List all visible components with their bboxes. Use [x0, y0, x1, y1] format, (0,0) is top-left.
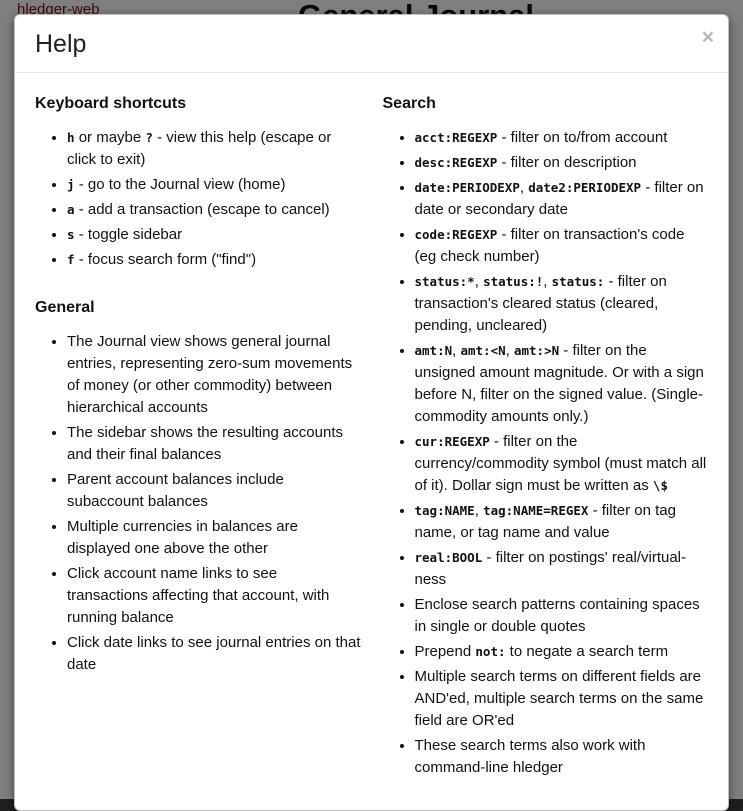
code-token: status:: [551, 274, 605, 289]
modal-title: Help: [35, 30, 87, 58]
list-item: • amt:N, amt:<N, amt:>N - filter on the unsigned amount magnitude. Or with a sign before N, filter on the signed value. (Single-commodity amounts only.): [415, 340, 709, 428]
list-item: • code:REGEXP - filter on transaction's code (eg check number): [415, 224, 709, 268]
section-heading-general: General: [35, 299, 95, 316]
section-heading-search: Search: [382, 95, 436, 112]
list-item: • real:BOOL - filter on postings' real/virtual-ness: [415, 547, 709, 591]
list-item: • Parent account balances include subaccount balances: [67, 469, 361, 513]
list-item: • f - focus search form ("find"): [67, 249, 361, 271]
list-item: • j - go to the Journal view (home): [67, 174, 361, 196]
code-token: j: [67, 177, 75, 192]
list-item: • status:*, status:!, status: - filter on transaction's cleared status (cleared, pending, uncleared): [415, 271, 709, 337]
code-token: f: [67, 252, 75, 267]
list-item: • s - toggle sidebar: [67, 224, 361, 246]
code-token: ?: [145, 130, 153, 145]
list-item: • Click account name links to see transactions affecting that account, with running balance: [67, 563, 361, 629]
code-token: date:PERIODEXP: [414, 180, 520, 195]
modal-header: [15, 15, 728, 73]
list-item: • The sidebar shows the resulting accounts and their final balances: [67, 422, 361, 466]
general-section: [35, 299, 361, 676]
list-item: • Multiple currencies in balances are displayed one above the other: [67, 516, 361, 560]
list-item: • Click date links to see journal entries on that date: [67, 632, 361, 676]
search-list: [383, 127, 709, 779]
list-item: • These search terms also work with command-line hledger: [415, 735, 709, 779]
close-icon[interactable]: ×: [701, 26, 714, 49]
section-heading-keyboard-shortcuts: Keyboard shortcuts: [35, 95, 187, 112]
list-item: • tag:NAME, tag:NAME=REGEX - filter on tag name, or tag name and value: [415, 500, 709, 544]
search-section: [383, 95, 709, 779]
code-token: s: [67, 227, 75, 242]
left-column: [35, 93, 361, 782]
list-item: • Enclose search patterns containing spaces in single or double quotes: [415, 594, 709, 638]
help-modal: [14, 14, 729, 811]
keyboard-shortcuts-list: [35, 127, 361, 271]
list-item: • date:PERIODEXP, date2:PERIODEXP - filter on date or secondary date: [415, 177, 709, 221]
code-token: cur:REGEXP: [414, 434, 490, 449]
code-token: status:!: [483, 274, 544, 289]
list-item: • Prepend not: to negate a search term: [415, 641, 709, 663]
code-token: real:BOOL: [414, 550, 483, 565]
keyboard-shortcuts-section: [35, 95, 361, 271]
code-token: h: [67, 130, 75, 145]
code-token: amt:N: [414, 343, 453, 358]
code-token: tag:NAME=REGEX: [483, 503, 589, 518]
list-item: • The Journal view shows general journal entries, representing zero-sum movements of money (or other commodity) between hierarchical accounts: [67, 331, 361, 419]
right-column: [383, 93, 709, 782]
list-item: • acct:REGEXP - filter on to/from account: [415, 127, 709, 149]
code-token: \$: [652, 478, 668, 493]
code-token: amt:<N: [460, 343, 506, 358]
code-token: code:REGEXP: [414, 227, 498, 242]
modal-body: [15, 73, 728, 810]
list-item: • h or maybe ? - view this help (escape or click to exit): [67, 127, 361, 171]
code-token: not:: [475, 644, 506, 659]
code-token: acct:REGEXP: [414, 130, 498, 145]
code-token: date2:PERIODEXP: [528, 180, 642, 195]
code-token: amt:>N: [513, 343, 560, 358]
code-token: status:*: [414, 274, 475, 289]
list-item: • desc:REGEXP - filter on description: [415, 152, 709, 174]
list-item: • Multiple search terms on different fields are AND'ed, multiple search terms on the same field are OR'ed: [415, 666, 709, 732]
list-item: • a - add a transaction (escape to cancel): [67, 199, 361, 221]
code-token: tag:NAME: [414, 503, 475, 518]
code-token: a: [67, 202, 75, 217]
list-item: • cur:REGEXP - filter on the currency/commodity symbol (must match all of it). Dollar sign must be written as \$: [415, 431, 709, 497]
code-token: desc:REGEXP: [414, 155, 498, 170]
general-list: [35, 331, 361, 676]
